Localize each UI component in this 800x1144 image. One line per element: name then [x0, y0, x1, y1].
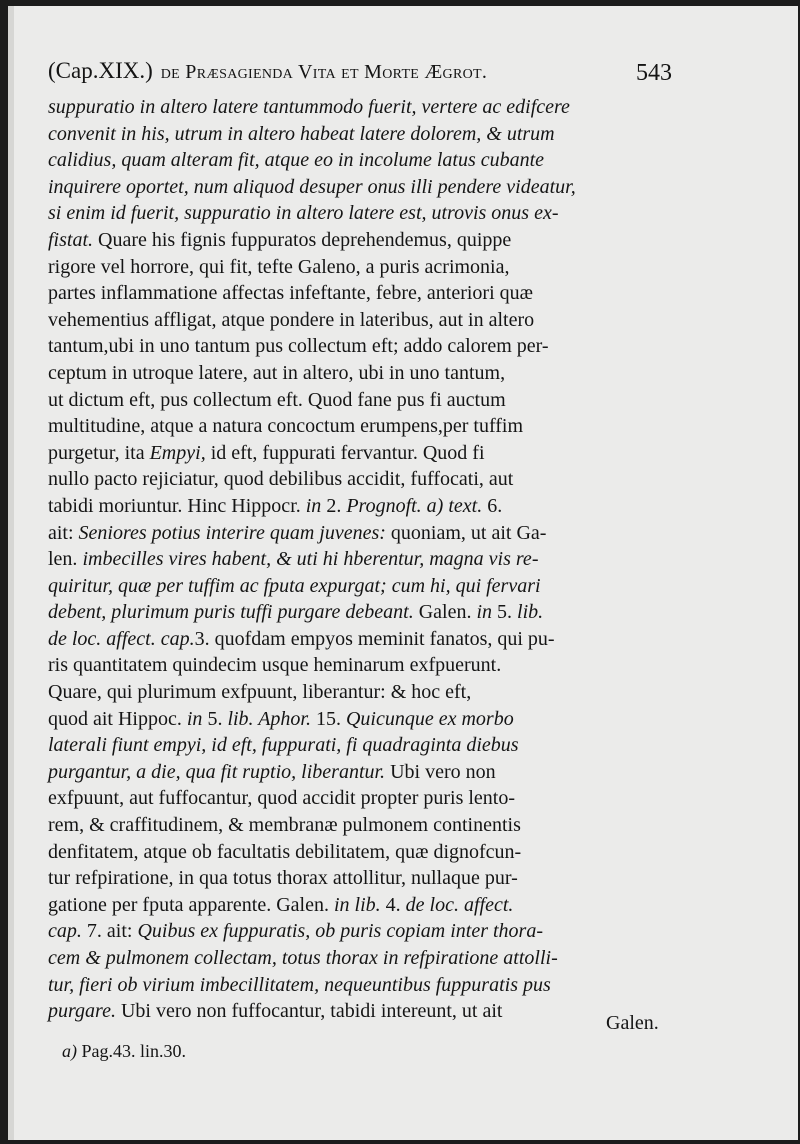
- italic-run: purgantur, a die, qua fit ruptio, liberantur.: [48, 760, 386, 783]
- italic-run: lib. Aphor.: [227, 707, 311, 730]
- text-line: [48, 227, 698, 254]
- roman-run: Ubi vero non: [385, 760, 496, 783]
- roman-run: Ubi vero non fuffocantur, tabidi intereunt, ut ait: [115, 1000, 503, 1023]
- text-line: [48, 466, 698, 493]
- roman-run: 6.: [482, 494, 503, 517]
- italic-run: cem & pulmonem collectam, totus thorax in refpiratione attolli-: [48, 947, 558, 969]
- running-header: [48, 58, 688, 84]
- italic-run: Prognoft. a) text.: [346, 494, 483, 517]
- roman-run: 5.: [202, 707, 228, 730]
- italic-run: in lib.: [333, 893, 381, 916]
- italic-run: fistat.: [48, 228, 94, 251]
- text-line: [48, 387, 698, 414]
- text-line: [48, 254, 698, 281]
- text-line: [48, 121, 698, 148]
- roman-run: exfpuunt, aut fuffocantur, quod accidit propter puris lento-: [48, 787, 516, 810]
- text-line: [48, 360, 698, 387]
- text-line: [48, 626, 698, 653]
- italic-run: purgare.: [48, 1000, 116, 1023]
- italic-run: Quibus ex fuppuratis, ob puris copiam inter thora-: [137, 920, 543, 943]
- italic-run: in: [476, 601, 493, 624]
- running-title: de Præsagienda Vita et Morte Ægrot.: [160, 61, 488, 83]
- roman-run: ris quantitatem quindecim usque heminarum exfpuerunt.: [48, 654, 502, 677]
- text-line: [48, 440, 698, 467]
- italic-run: de loc. affect. cap.: [48, 627, 195, 650]
- roman-run: purgetur, ita: [48, 441, 150, 464]
- text-line: [48, 998, 698, 1025]
- roman-run: vehementius affligat, atque pondere in lateribus, aut in altero: [48, 308, 535, 331]
- roman-run: partes inflammatione affectas infeftante, febre, anteriori quæ: [48, 282, 533, 305]
- footnote-text: Pag.43. lin.30.: [81, 1041, 187, 1061]
- text-line: [48, 333, 698, 360]
- roman-run: multitudine, atque a natura concoctum erumpens,per tuffim: [48, 415, 524, 438]
- text-line: [48, 573, 698, 600]
- text-line: [48, 918, 698, 945]
- italic-run: de loc. affect.: [405, 893, 514, 916]
- italic-run: calidius, quam alteram fit, atque eo in incolume latus cubante: [48, 149, 545, 172]
- catchword: Galen.: [606, 1012, 659, 1034]
- text-line: [48, 307, 698, 334]
- text-line: [48, 865, 698, 892]
- bleed-through-text: [716, 236, 796, 536]
- text-line: [48, 200, 698, 227]
- italic-run: convenit in his, utrum in altero habeat latere dolorem, & utrum: [48, 122, 555, 145]
- roman-run: ut dictum eft, pus collectum eft. Quod fane pus fi auctum: [48, 388, 506, 411]
- text-line: [48, 520, 698, 547]
- italic-run: si enim id fuerit, suppuratio in altero latere est, utrovis onus ex-: [48, 202, 559, 225]
- roman-run: rigore vel horrore, qui fit, tefte Galeno, a puris acrimonia,: [48, 255, 510, 278]
- italic-run: Empyi,: [149, 441, 206, 464]
- text-line: [48, 174, 698, 201]
- italic-run: quiritur, quæ per tuffim ac fputa expurgat; cum hi, qui fervari: [48, 574, 541, 597]
- italic-run: tur, fieri ob virium imbecillitatem, nequeuntibus fuppuratis pus: [48, 973, 551, 996]
- italic-run: debent, plurimum puris tuffi purgare debeant.: [48, 601, 414, 624]
- italic-run: in: [305, 494, 322, 517]
- text-line: [48, 599, 698, 626]
- text-line: [48, 945, 698, 972]
- book-page: [8, 6, 798, 1140]
- text-line: [48, 732, 698, 759]
- chapter-label: (Cap.XIX.): [48, 58, 153, 83]
- footnote: [62, 1041, 186, 1062]
- text-line: [48, 839, 698, 866]
- roman-run: nullo pacto rejiciatur, quod debilibus accidit, fuffocati, aut: [48, 468, 514, 491]
- text-line: [48, 785, 698, 812]
- text-line: [48, 652, 698, 679]
- text-line: [48, 679, 698, 706]
- text-line: [48, 546, 698, 573]
- roman-run: denfitatem, atque ob facultatis debilitatem, quæ dignofcun-: [48, 840, 522, 863]
- roman-run: quod ait Hippoc.: [48, 707, 187, 730]
- roman-run: Quare, qui plurimum exfpuunt, liberantur: & hoc eft,: [48, 681, 472, 704]
- roman-run: ceptum in utroque latere, aut in altero, ubi in uno tantum,: [48, 361, 506, 384]
- roman-run: 15.: [310, 707, 346, 730]
- text-line: [48, 759, 698, 786]
- italic-run: lib.: [517, 601, 544, 624]
- footnote-marker: a): [62, 1041, 77, 1061]
- roman-run: ait:: [48, 521, 79, 544]
- body-text: [48, 94, 698, 1025]
- roman-run: rem, & craffitudinem, & membranæ pulmonem continentis: [48, 814, 521, 837]
- roman-run: tabidi moriuntur. Hinc Hippocr.: [48, 494, 306, 517]
- text-line: [48, 413, 698, 440]
- roman-run: gatione per fputa apparente. Galen.: [48, 893, 334, 916]
- italic-run: suppuratio in altero latere tantummodo fuerit, vertere ac edifcere: [48, 96, 570, 118]
- roman-run: quoniam, ut ait Ga-: [385, 521, 547, 544]
- text-line: [48, 972, 698, 999]
- text-line: [48, 147, 698, 174]
- text-line: [48, 892, 698, 919]
- roman-run: id eft, fuppurati fervantur. Quod fi: [205, 441, 485, 464]
- roman-run: 5.: [492, 601, 518, 624]
- italic-run: cap.: [48, 920, 82, 943]
- page-number: 543: [636, 60, 672, 86]
- roman-run: tur refpiratione, in qua totus thorax attollitur, nullaque pur-: [48, 867, 518, 890]
- italic-run: in: [186, 707, 203, 730]
- roman-run: Quare his fignis fuppuratos deprehendemus, quippe: [93, 228, 512, 251]
- roman-run: Galen.: [413, 601, 477, 624]
- text-line: [48, 94, 698, 121]
- italic-run: Seniores potius interire quam juvenes:: [78, 521, 386, 544]
- roman-run: 7. ait:: [81, 920, 138, 943]
- text-line: [48, 706, 698, 733]
- roman-run: 3. quofdam empyos meminit fanatos, qui pu-: [194, 627, 555, 650]
- italic-run: Quicunque ex morbo: [345, 707, 514, 730]
- text-line: [48, 493, 698, 520]
- italic-run: inquirere oportet, num aliquod desuper onus illi pendere videatur,: [48, 175, 576, 198]
- italic-run: imbecilles vires habent, & uti hi hberentur, magna vis re-: [82, 548, 539, 571]
- text-line: [48, 280, 698, 307]
- roman-run: 4.: [380, 893, 406, 916]
- text-line: [48, 812, 698, 839]
- roman-run: tantum,ubi in uno tantum pus collectum eft; addo calorem per-: [48, 335, 549, 358]
- italic-run: laterali fiunt empyi, id eft, fuppurati, fi quadraginta diebus: [48, 734, 519, 757]
- roman-run: len.: [48, 548, 83, 571]
- roman-run: 2.: [321, 494, 347, 517]
